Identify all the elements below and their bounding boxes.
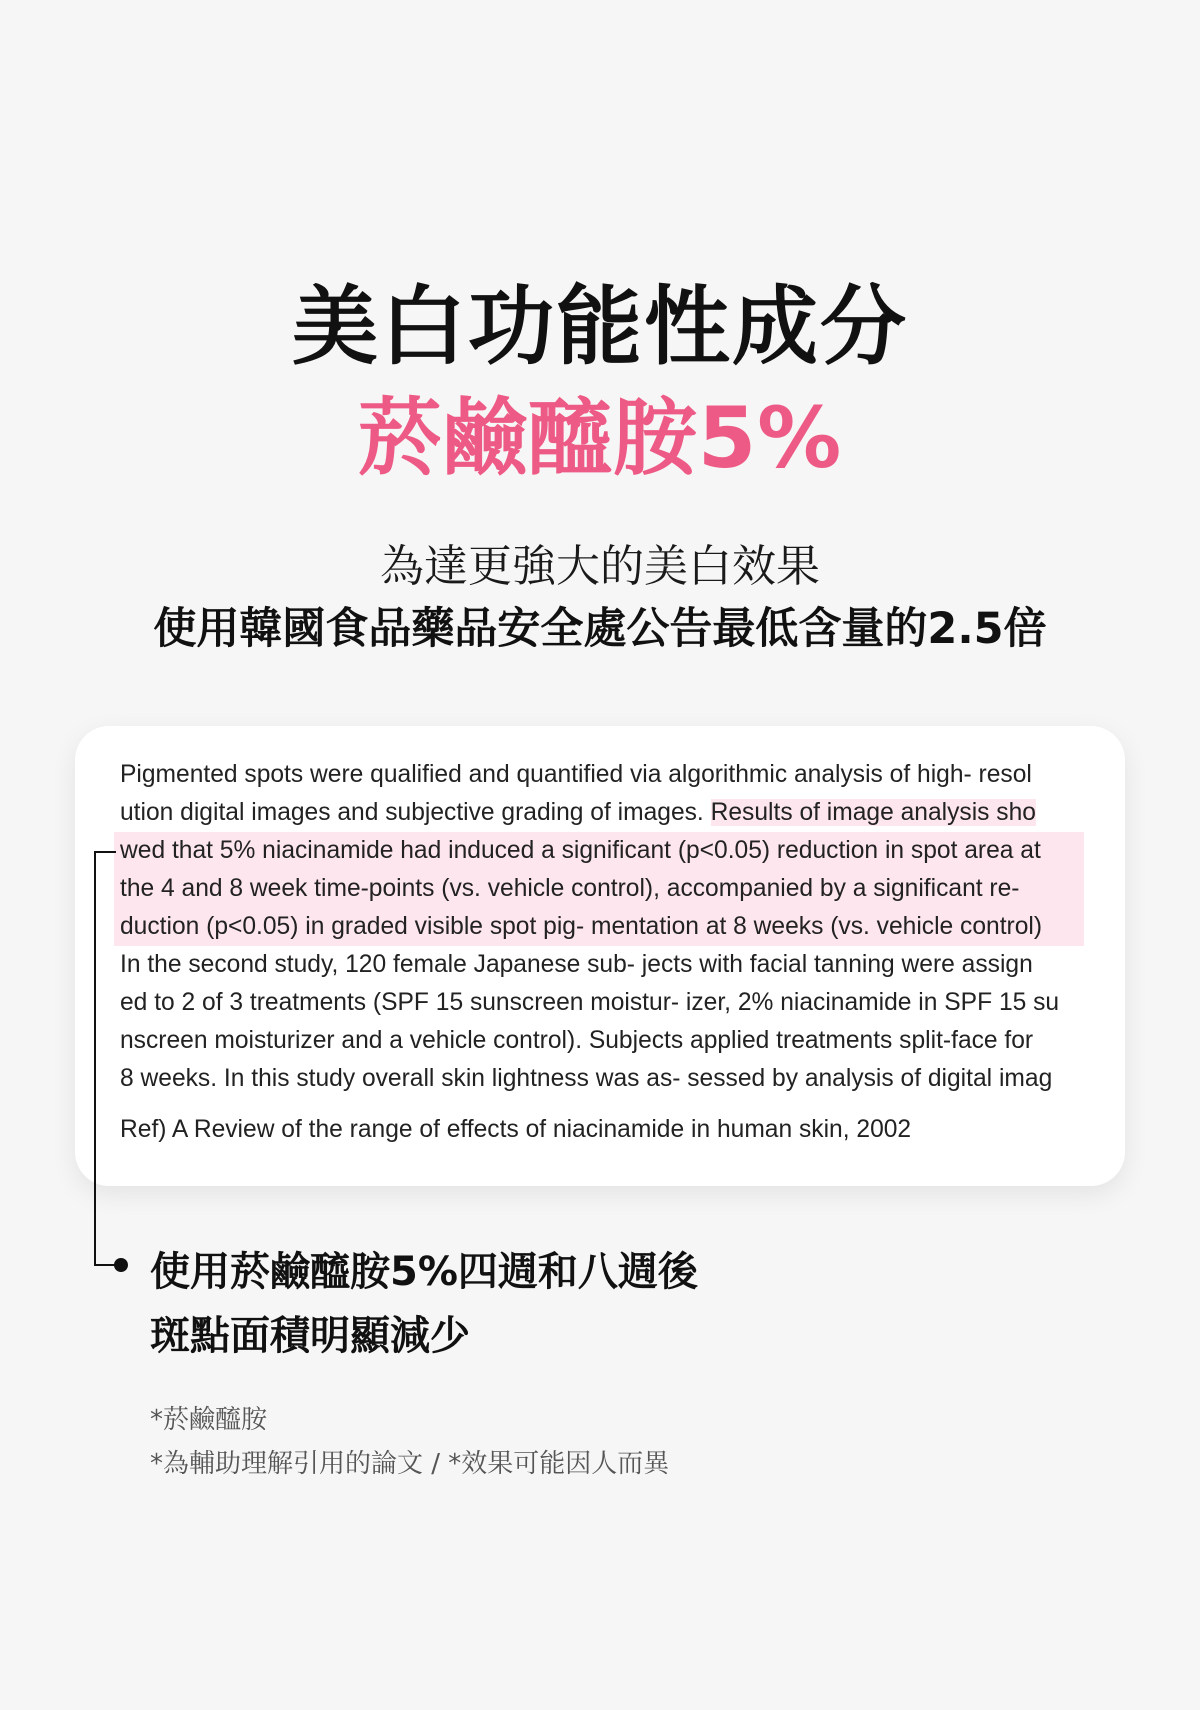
- footnote-1: *菸鹼醯胺: [150, 1405, 268, 1435]
- paper-line-9: 8 weeks. In this study overall skin lightness was as- sessed by analysis of digital imag: [120, 1065, 1053, 1092]
- paper-excerpt-card: [75, 726, 1125, 1186]
- result-statement: [150, 1240, 698, 1368]
- result-line-2: 斑點面積明顯減少: [150, 1313, 470, 1359]
- footnote-2: *為輔助理解引用的論文 / *效果可能因人而異: [150, 1449, 670, 1479]
- paper-line-3-highlight: wed that 5% niacinamide had induced a significant (p<0.05) reduction in spot area at: [114, 832, 1084, 870]
- ingredient-title: 菸鹼醯胺5%: [357, 389, 843, 487]
- connector-line-vertical: [94, 851, 96, 1266]
- paper-line-7: ed to 2 of 3 treatments (SPF 15 sunscreen moistur- izer, 2% niacinamide in SPF 15 su: [120, 989, 1060, 1016]
- paper-line-4-highlight: the 4 and 8 week time-points (vs. vehicle control), accompanied by a significant re-: [114, 870, 1084, 908]
- connector-line-top: [94, 851, 116, 853]
- paper-line-2-highlight: Results of image analysis sho: [710, 799, 1036, 826]
- result-line-1: 使用菸鹼醯胺5%四週和八週後: [150, 1249, 698, 1295]
- paper-line-2: [120, 794, 1080, 832]
- paper-line-6: In the second study, 120 female Japanese sub- jects with facial tanning were assign: [120, 951, 1033, 978]
- paper-line-8: nscreen moisturizer and a vehicle control). Subjects applied treatments split-face for: [120, 1027, 1034, 1054]
- bullet-dot-icon: [114, 1258, 128, 1272]
- paper-line-5-highlight: duction (p<0.05) in graded visible spot pig- mentation at 8 weeks (vs. vehicle control): [114, 908, 1084, 946]
- page-title: 美白功能性成分: [292, 277, 908, 377]
- subtitle-line-1: 為達更強大的美白效果: [380, 541, 820, 592]
- subtitle-line-2: 使用韓國食品藥品安全處公告最低含量的2.5倍: [153, 604, 1047, 654]
- footnotes: [150, 1398, 669, 1486]
- paper-line-2-plain: ution digital images and subjective grading of images.: [120, 799, 711, 826]
- paper-excerpt-text: [120, 756, 1080, 1098]
- paper-reference: Ref) A Review of the range of effects of niacinamide in human skin, 2002: [120, 1116, 912, 1143]
- paper-line-1: Pigmented spots were qualified and quantified via algorithmic analysis of high- resol: [120, 761, 1032, 788]
